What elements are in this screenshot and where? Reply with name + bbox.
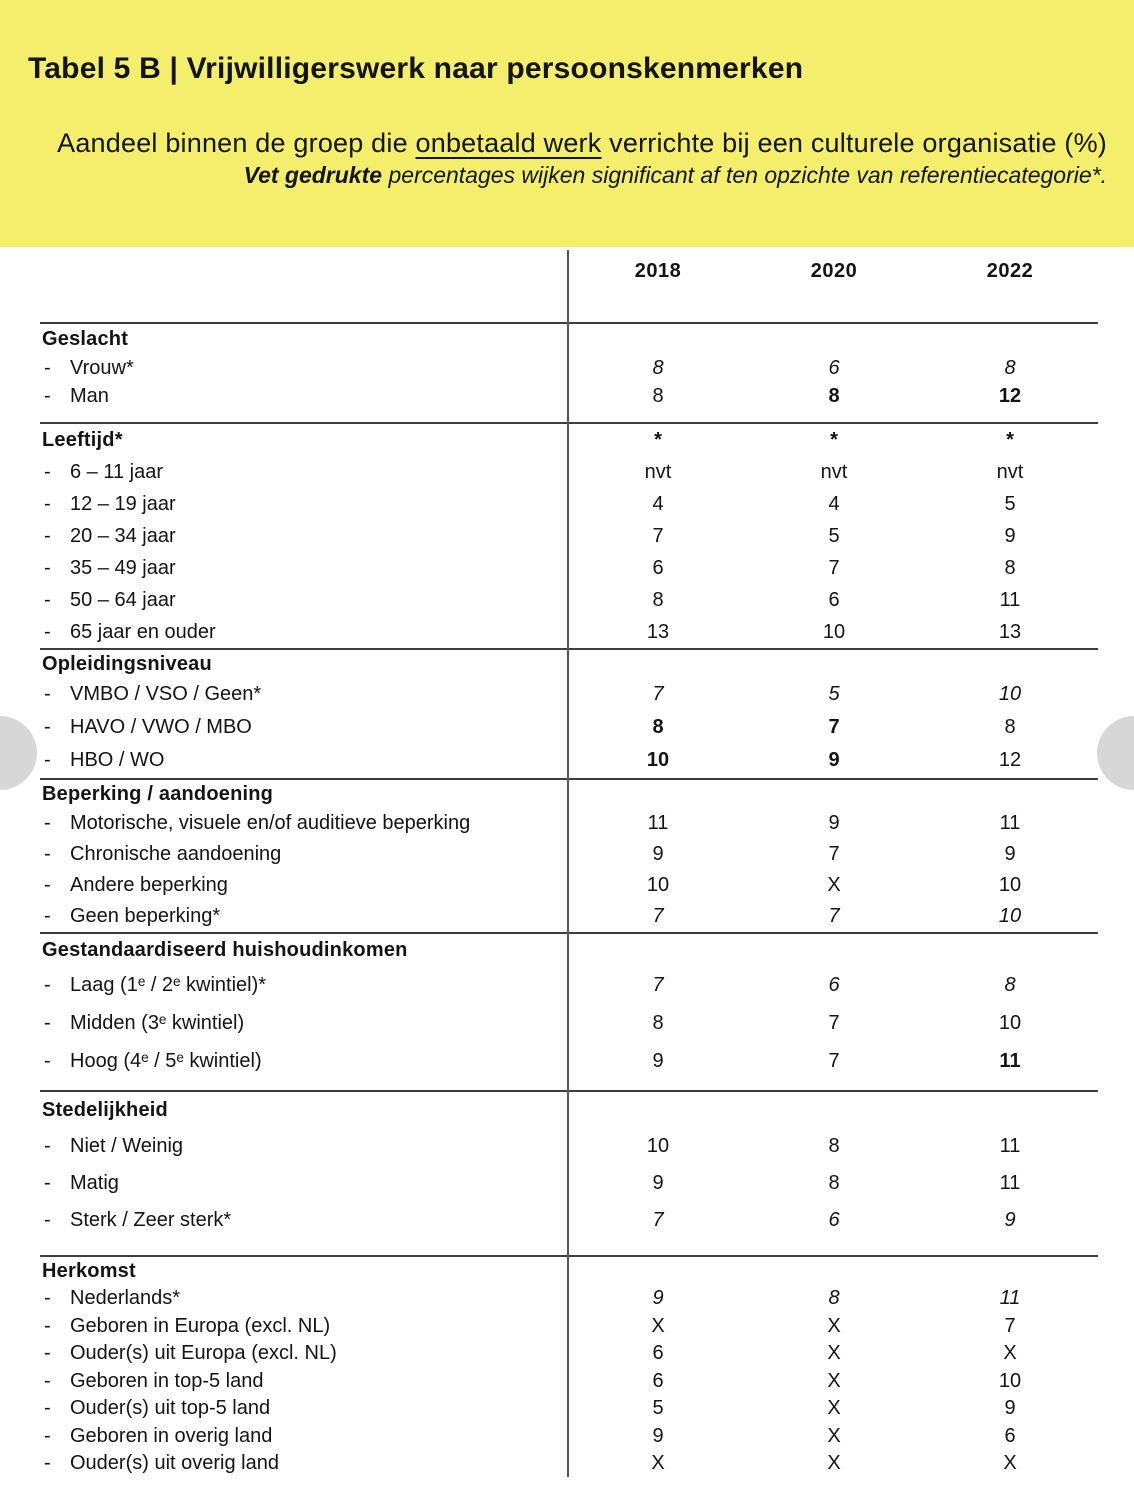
row-label-text: Ouder(s) uit top-5 land: [70, 1397, 271, 1420]
dash-bullet: -: [44, 1011, 51, 1034]
dash-bullet: -: [44, 588, 51, 611]
dash-bullet: -: [44, 1314, 51, 1337]
section-header-value: *: [654, 428, 662, 451]
row-label-text: Matig: [70, 1172, 119, 1194]
table-row: [40, 1165, 1098, 1202]
row-label-text: Chronische aandoening: [70, 843, 282, 865]
subtitle-text-post: verrichte bij een culturele organisatie (%): [601, 128, 1107, 158]
value-cell: 4: [828, 492, 840, 515]
value-cell: 7: [828, 905, 840, 927]
row-label: [40, 812, 570, 835]
value-cell: X: [1003, 1342, 1017, 1365]
table-row: [40, 839, 1098, 870]
value-cell: X: [827, 1424, 841, 1447]
table-row: [40, 354, 1098, 382]
table-row: [40, 1042, 1098, 1080]
dash-bullet: -: [44, 1135, 51, 1157]
value-cell: nvt: [996, 460, 1024, 483]
value-cell: 8: [652, 384, 664, 407]
dash-bullet: -: [44, 1397, 51, 1420]
value-cell: 6: [828, 588, 840, 611]
row-label: [40, 843, 570, 866]
value-cell: 6: [652, 1342, 664, 1365]
table-row: [40, 901, 1098, 932]
row-label-text: HBO / WO: [70, 749, 165, 771]
dash-bullet: -: [44, 843, 51, 865]
table-section-stedelijkheid: [40, 1090, 1098, 1255]
value-cell: 12: [998, 384, 1022, 407]
row-label-text: Motorische, visuele en/of auditieve beperking: [70, 812, 471, 834]
value-cell: X: [827, 874, 841, 896]
dash-bullet: -: [44, 460, 51, 483]
value-cell: 10: [998, 683, 1022, 705]
dash-bullet: -: [44, 1342, 51, 1365]
year-column-2018: 2018: [634, 260, 682, 282]
row-label-text: Midden (3ᵉ kwintiel): [70, 1011, 245, 1034]
dash-bullet: -: [44, 973, 51, 996]
dash-bullet: -: [44, 1424, 51, 1447]
year-column-2020: 2020: [810, 260, 858, 282]
row-label: [40, 1172, 570, 1195]
value-cell: 10: [998, 1011, 1022, 1034]
section-header-row: [40, 324, 1098, 354]
dash-bullet: -: [44, 1049, 51, 1072]
dash-bullet: -: [44, 874, 51, 896]
table-section-beperking-aandoening: [40, 778, 1098, 932]
row-label: [40, 974, 570, 997]
dash-bullet: -: [44, 812, 51, 834]
row-label: [40, 461, 570, 484]
table-row: [40, 520, 1098, 552]
table-note: [30, 160, 1107, 191]
value-cell: 11: [999, 588, 1021, 611]
table-section-geslacht: [40, 322, 1098, 422]
row-label-text: Geboren in overig land: [70, 1424, 273, 1447]
value-cell: X: [651, 1452, 665, 1475]
row-label-text: Niet / Weinig: [70, 1135, 184, 1157]
value-cell: 5: [1004, 492, 1016, 515]
table-sections: [40, 322, 1098, 1478]
dash-bullet: -: [44, 683, 51, 705]
section-header-value: *: [1006, 428, 1014, 451]
table-row: [40, 488, 1098, 520]
section-title: Beperking / aandoening: [42, 782, 274, 805]
value-cell: 9: [1004, 1397, 1016, 1420]
row-label: [40, 1050, 570, 1073]
section-header-value: *: [830, 428, 838, 451]
value-cell: 6: [652, 1369, 664, 1392]
dash-bullet: -: [44, 524, 51, 547]
value-cell: 10: [822, 620, 846, 643]
row-label: [40, 716, 570, 739]
row-label-text: HAVO / VWO / MBO: [70, 716, 252, 738]
row-label: [40, 1135, 570, 1158]
value-cell: 6: [828, 1209, 840, 1231]
row-label: [40, 683, 570, 706]
row-label-text: Vrouw*: [70, 356, 134, 379]
value-cell: 9: [828, 749, 840, 771]
table-row: [40, 552, 1098, 584]
value-cell: 7: [1004, 1314, 1016, 1337]
table-section-herkomst: [40, 1255, 1098, 1478]
table-row: [40, 870, 1098, 901]
row-label: [40, 1425, 570, 1448]
table-row: [40, 1340, 1098, 1368]
value-cell: X: [651, 1314, 665, 1337]
value-cell: 9: [652, 1172, 664, 1194]
dash-bullet: -: [44, 384, 51, 407]
table-divider-vertical: [567, 250, 569, 1477]
table-subtitle: [30, 126, 1107, 160]
value-cell: 11: [999, 1049, 1021, 1072]
value-cell: 10: [998, 1369, 1022, 1392]
value-cell: 9: [1004, 1209, 1016, 1231]
section-title: Herkomst: [42, 1259, 136, 1282]
row-label-text: Andere beperking: [70, 874, 228, 896]
row-label-text: Geboren in top-5 land: [70, 1369, 264, 1392]
dash-bullet: -: [44, 1287, 51, 1310]
dash-bullet: -: [44, 1172, 51, 1194]
value-cell: 11: [999, 812, 1021, 834]
value-cell: X: [827, 1314, 841, 1337]
table-row: [40, 456, 1098, 488]
row-label: [40, 1012, 570, 1035]
section-header-row: [40, 1092, 1098, 1128]
dash-bullet: -: [44, 1452, 51, 1475]
value-cell: 7: [828, 716, 840, 738]
value-cell: 13: [998, 620, 1022, 643]
row-label: [40, 493, 570, 516]
table-section-leeftijd: [40, 422, 1098, 648]
table-row: [40, 966, 1098, 1004]
value-cell: 7: [652, 683, 664, 705]
value-cell: 10: [646, 874, 670, 896]
row-label: [40, 1287, 570, 1310]
value-cell: 5: [828, 524, 840, 547]
value-cell: 10: [998, 874, 1022, 896]
value-cell: 8: [1004, 556, 1016, 579]
year-column-2022: 2022: [986, 260, 1034, 282]
table-row: [40, 1313, 1098, 1341]
value-cell: nvt: [820, 460, 848, 483]
section-title: Leeftijd*: [42, 428, 123, 451]
page-edge-circle-left: [0, 716, 37, 790]
table-row: [40, 744, 1098, 777]
value-cell: 7: [652, 973, 664, 996]
table-row: [40, 1395, 1098, 1423]
dash-bullet: -: [44, 1209, 51, 1231]
value-cell: 8: [828, 1287, 840, 1310]
value-cell: 10: [998, 905, 1022, 927]
section-header-row: [40, 424, 1098, 456]
table-section-gestandaardiseerd-huishoudinkomen: [40, 932, 1098, 1090]
dash-bullet: -: [44, 749, 51, 771]
note-bold-text: Vet gedrukte: [243, 162, 383, 188]
value-cell: 9: [652, 1424, 664, 1447]
value-cell: 8: [1004, 973, 1016, 996]
dash-bullet: -: [44, 356, 51, 379]
value-cell: 8: [1004, 716, 1016, 738]
value-cell: 11: [999, 1287, 1021, 1310]
table-row: [40, 1423, 1098, 1451]
value-cell: 9: [652, 1049, 664, 1072]
value-cell: X: [827, 1342, 841, 1365]
value-cell: 8: [652, 588, 664, 611]
value-cell: 6: [828, 356, 840, 379]
row-label: [40, 749, 570, 772]
section-title: Geslacht: [42, 327, 129, 350]
value-cell: 8: [828, 1135, 840, 1157]
row-label-text: Laag (1ᵉ / 2ᵉ kwintiel)*: [70, 973, 267, 996]
row-label: [40, 905, 570, 928]
value-cell: 10: [646, 1135, 670, 1157]
row-label: [40, 1397, 570, 1420]
row-label: [40, 525, 570, 548]
value-cell: 9: [1004, 524, 1016, 547]
value-cell: 7: [828, 556, 840, 579]
section-header-row: [40, 650, 1098, 678]
value-cell: 9: [652, 1287, 664, 1310]
row-label-text: Ouder(s) uit overig land: [70, 1452, 279, 1475]
table-row: [40, 711, 1098, 744]
value-cell: 8: [828, 384, 840, 407]
section-header-row: [40, 1257, 1098, 1285]
table-title: Tabel 5 B | Vrijwilligerswerk naar persoonskenmerken: [28, 52, 804, 85]
data-table: [40, 252, 1098, 1478]
value-cell: X: [1003, 1452, 1017, 1475]
value-cell: 8: [828, 1172, 840, 1194]
value-cell: nvt: [644, 460, 672, 483]
section-title: Gestandaardiseerd huishoudinkomen: [42, 938, 408, 961]
table-row: [40, 616, 1098, 648]
table-row: [40, 1368, 1098, 1396]
table-subtitle-block: [30, 126, 1107, 191]
table-row: [40, 382, 1098, 410]
value-cell: 13: [646, 620, 670, 643]
table-row: [40, 584, 1098, 616]
row-label: [40, 357, 570, 380]
row-label-text: 50 – 64 jaar: [70, 588, 176, 611]
section-title: Opleidingsniveau: [42, 652, 212, 675]
value-cell: 9: [828, 812, 840, 834]
row-label-text: VMBO / VSO / Geen*: [70, 683, 262, 705]
yellow-header-banner: [0, 0, 1134, 247]
value-cell: 6: [1004, 1424, 1016, 1447]
value-cell: 10: [646, 749, 670, 771]
value-cell: 9: [652, 843, 664, 865]
value-cell: 7: [828, 1049, 840, 1072]
value-cell: 7: [652, 1209, 664, 1231]
value-cell: 8: [652, 716, 664, 738]
subtitle-underlined-text: onbetaald werk: [415, 128, 602, 158]
row-label-text: 65 jaar en ouder: [70, 620, 216, 643]
dash-bullet: -: [44, 1369, 51, 1392]
dash-bullet: -: [44, 905, 51, 927]
row-label-text: Sterk / Zeer sterk*: [70, 1209, 232, 1231]
section-title: Stedelijkheid: [42, 1098, 168, 1121]
row-label-text: 35 – 49 jaar: [70, 556, 176, 579]
subtitle-text-pre: Aandeel binnen de groep die: [57, 128, 416, 158]
table-row: [40, 1450, 1098, 1478]
row-label: [40, 589, 570, 612]
value-cell: 9: [1004, 843, 1016, 865]
value-cell: X: [827, 1369, 841, 1392]
row-label: [40, 1315, 570, 1338]
section-header-row: [40, 934, 1098, 966]
value-cell: 7: [828, 1011, 840, 1034]
year-header-row: [40, 252, 1098, 322]
value-cell: 7: [652, 905, 664, 927]
value-cell: 8: [1004, 356, 1016, 379]
value-cell: X: [827, 1452, 841, 1475]
row-label-text: Man: [70, 384, 109, 407]
table-row: [40, 808, 1098, 839]
note-rest-text: percentages wijken significant af ten opzichte van referentiecategorie*.: [382, 162, 1107, 188]
value-cell: 12: [998, 749, 1022, 771]
table-row: [40, 1285, 1098, 1313]
row-label: [40, 1370, 570, 1393]
row-label-text: Nederlands*: [70, 1287, 181, 1310]
value-cell: 5: [828, 683, 840, 705]
row-label-text: Hoog (4ᵉ / 5ᵉ kwintiel): [70, 1049, 262, 1072]
page-edge-circle-right: [1097, 716, 1134, 790]
row-label: [40, 1342, 570, 1365]
value-cell: 11: [999, 1135, 1021, 1157]
value-cell: 5: [652, 1397, 664, 1420]
table-section-opleidingsniveau: [40, 648, 1098, 778]
row-label: [40, 1452, 570, 1475]
row-label-text: Geboren in Europa (excl. NL): [70, 1314, 331, 1337]
row-label: [40, 557, 570, 580]
row-label-text: 12 – 19 jaar: [70, 492, 176, 515]
row-label-text: 6 – 11 jaar: [70, 460, 164, 483]
table-row: [40, 678, 1098, 711]
value-cell: 8: [652, 1011, 664, 1034]
value-cell: 6: [828, 973, 840, 996]
section-header-row: [40, 780, 1098, 808]
value-cell: 7: [828, 843, 840, 865]
value-cell: 7: [652, 524, 664, 547]
row-label-text: 20 – 34 jaar: [70, 524, 176, 547]
row-label-text: Ouder(s) uit Europa (excl. NL): [70, 1342, 337, 1365]
value-cell: 11: [999, 1172, 1021, 1194]
dash-bullet: -: [44, 716, 51, 738]
value-cell: 6: [652, 556, 664, 579]
dash-bullet: -: [44, 556, 51, 579]
table-row: [40, 1202, 1098, 1239]
dash-bullet: -: [44, 620, 51, 643]
value-cell: 11: [647, 812, 669, 834]
table-row: [40, 1004, 1098, 1042]
row-label: [40, 1209, 570, 1232]
value-cell: 4: [652, 492, 664, 515]
table-row: [40, 1128, 1098, 1165]
value-cell: 8: [652, 356, 664, 379]
row-label: [40, 385, 570, 408]
row-label: [40, 621, 570, 644]
row-label: [40, 874, 570, 897]
value-cell: X: [827, 1397, 841, 1420]
dash-bullet: -: [44, 492, 51, 515]
row-label-text: Geen beperking*: [70, 905, 221, 927]
